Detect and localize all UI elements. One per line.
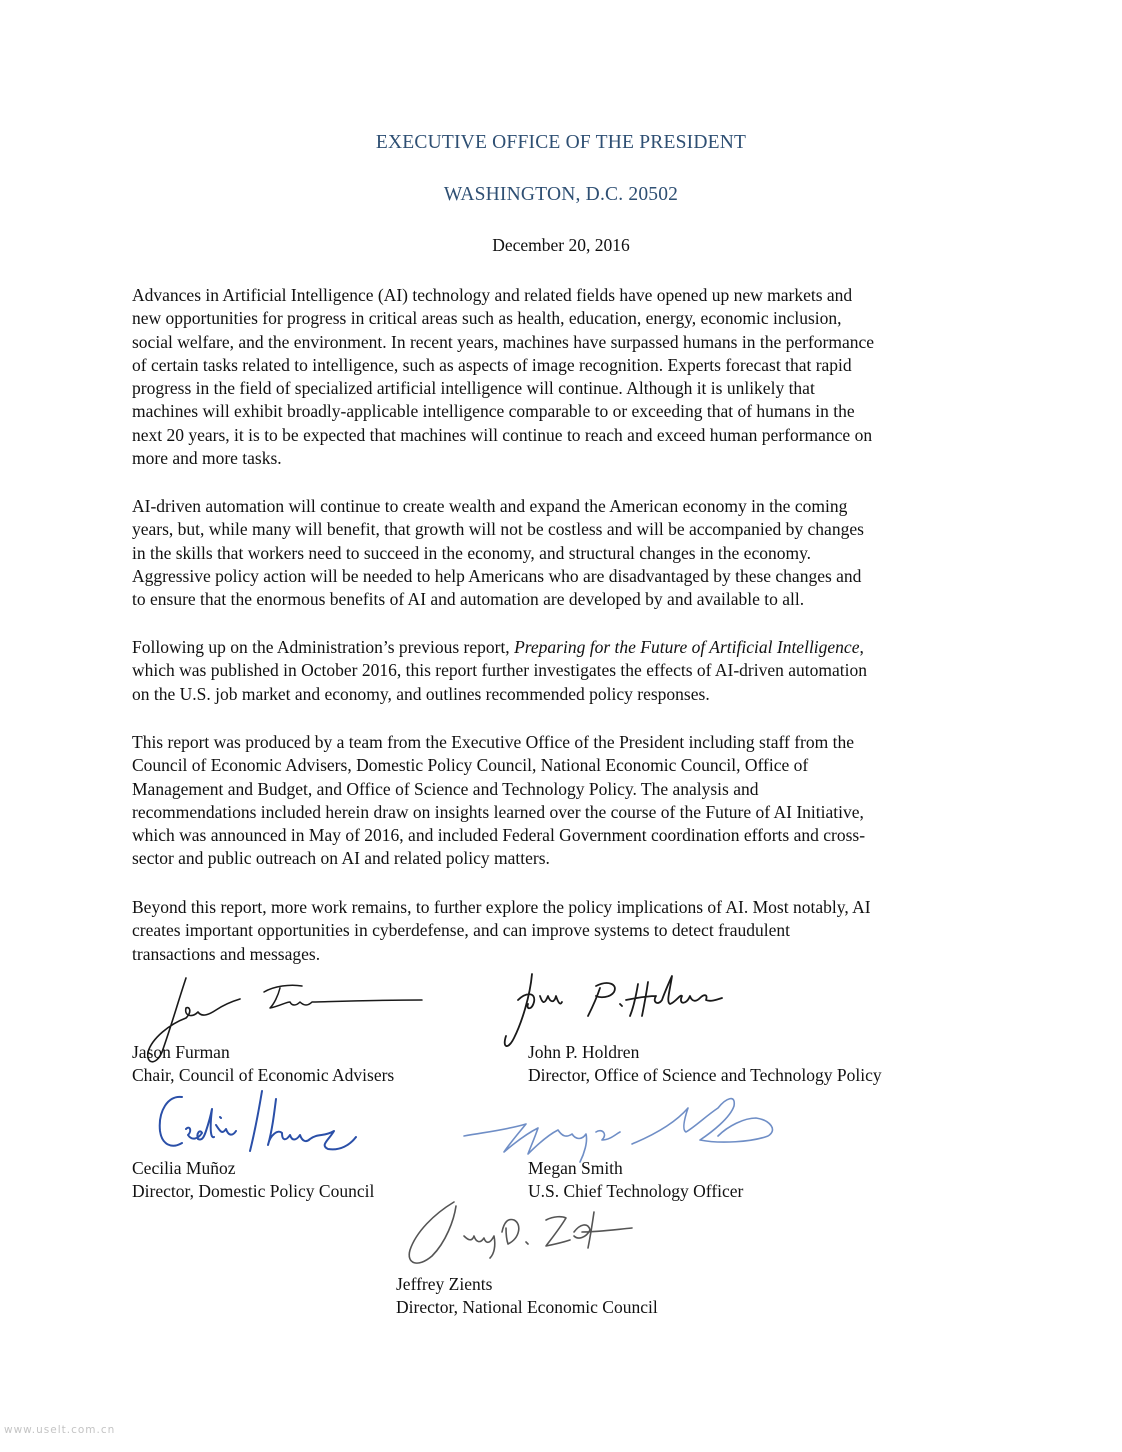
paragraph-5: Beyond this report, more work remains, to further explore the policy implications of AI. Most notably, AI creates important opportunities in cyberdefense, and can improve systems to detect fraudulent transactions and messages.	[132, 897, 871, 964]
signatory-zients	[396, 1273, 658, 1320]
paragraph-1: Advances in Artificial Intelligence (AI) technology and related fields have opened up new markets and new opportunities for progress in critical areas such as health, education, energy, economic inclusion, social welfare, and the environment. In recent years, machines have surpassed humans in the performance of certain tasks related to intelligence, such as aspects of image recognition. Experts forecast that rapid progress in the field of specialized artificial intelligence will continue. Although it is unlikely that machines will exhibit broadly-applicable intelligence comparable to or exceeding that of humans in the next 20 years, it is to be expected that machines will continue to reach and exceed human performance on more and more tasks.	[132, 285, 874, 469]
paragraph-3: Following up on the Administration’s previous report, Preparing for the Future of Artificial Intelligence, which was published in October 2016, this report further investigates the effects of AI-driven automation on the U.S. job market and economy, and outlines recommended policy responses.	[132, 637, 867, 704]
signatory-name: John P. Holdren	[528, 1042, 640, 1062]
watermark: www.uselt.com.cn	[4, 1424, 116, 1436]
signatory-furman	[132, 1041, 394, 1088]
signatory-name: Cecilia Muñoz	[132, 1158, 236, 1178]
signatory-name: Megan Smith	[528, 1158, 623, 1178]
header-address: WASHINGTON, D.C. 20502	[443, 184, 679, 205]
letter-date: December 20, 2016	[492, 235, 630, 255]
header-office: EXECUTIVE OFFICE OF THE PRESIDENT	[375, 132, 747, 153]
signatory-name: Jason Furman	[132, 1042, 230, 1062]
paragraph-4: This report was produced by a team from the Executive Office of the President including staff from the Council of Economic Advisers, Domestic Policy Council, National Economic Council, Office of Management and Budget, and Office of Science and Technology Policy. The analysis and recommendations included herein draw on insights learned over the course of the Future of AI Initiative, which was announced in May of 2016, and included Federal Government coordination efforts and cross- sector and public outreach on AI and related policy matters.	[132, 732, 866, 869]
signatory-title: U.S. Chief Technology Officer	[528, 1181, 744, 1202]
signatory-holdren	[528, 1041, 882, 1088]
signatory-title: Director, National Economic Council	[396, 1297, 658, 1318]
report-title: Preparing for the Future of Artificial Intelligence	[514, 637, 860, 657]
signatory-title: Director, Domestic Policy Council	[132, 1181, 375, 1202]
signatory-name: Jeffrey Zients	[396, 1274, 493, 1294]
signatory-title: Chair, Council of Economic Advisers	[132, 1065, 395, 1086]
paragraph-2: AI-driven automation will continue to create wealth and expand the American economy in the coming years, but, while many will benefit, that growth will not be costless and will be accompanied by changes in the skills that workers need to succeed in the economy, and structural changes in the economy. Aggressive policy action will be needed to help Americans who are disadvantaged by these changes and to ensure that the enormous benefits of AI and automation are developed by and available to all.	[132, 496, 864, 610]
signatory-title: Director, Office of Science and Technology Policy	[528, 1065, 882, 1086]
signatory-smith	[528, 1157, 743, 1204]
signature-jeffrey-zients	[398, 1192, 648, 1282]
signatory-munoz	[132, 1157, 374, 1204]
